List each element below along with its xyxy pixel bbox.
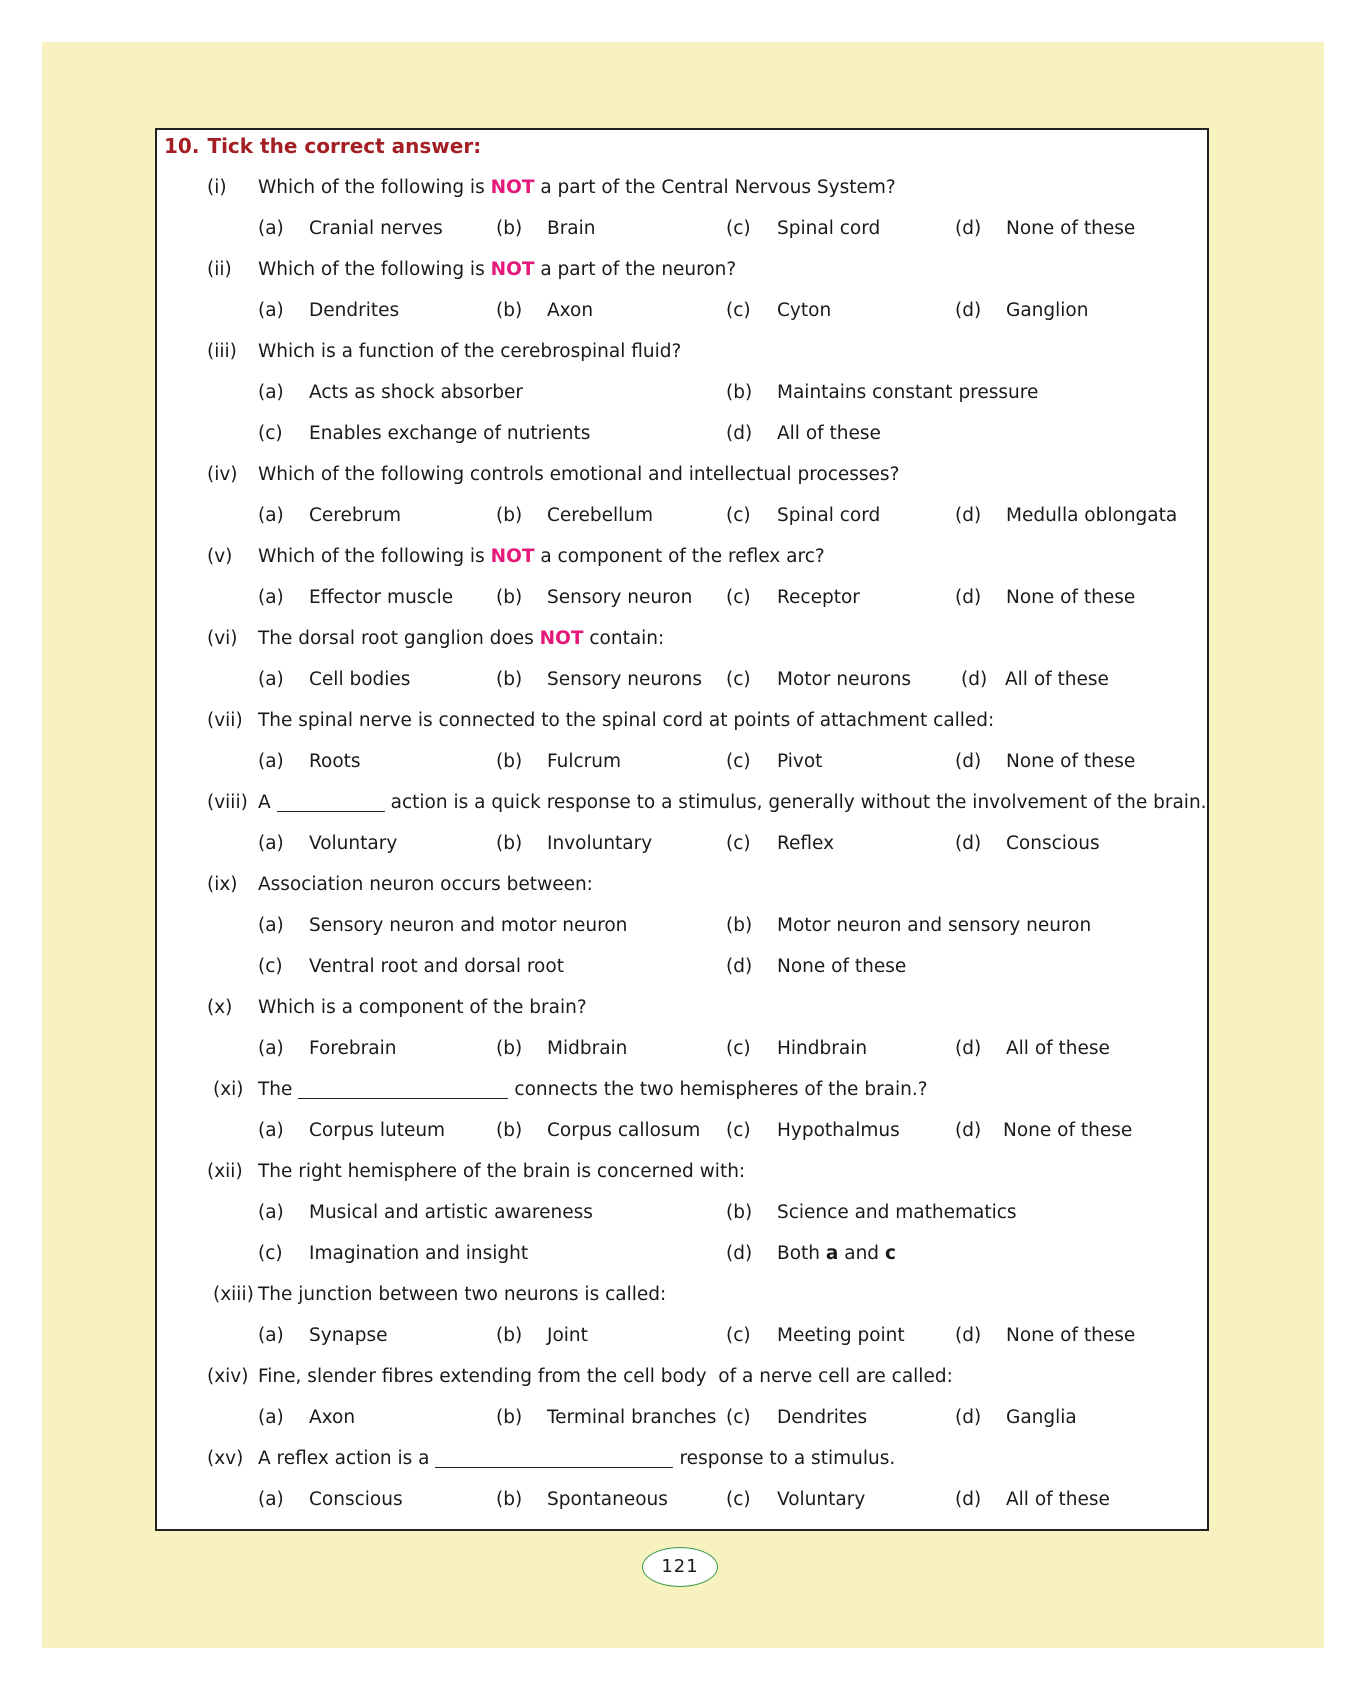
question-number: (i) <box>207 177 227 198</box>
options-row: (a) Voluntary (b) Involuntary (c) Reflex (d) Conscious <box>258 833 1100 854</box>
options-row: (a) Conscious (b) Spontaneous (c) Voluntary (d) All of these <box>258 1489 1110 1510</box>
question-vii <box>207 700 1207 741</box>
question-number: (xi) <box>213 1079 244 1100</box>
question-text: A reflex action is a response to a stimulus. <box>258 1438 895 1479</box>
options-row: (a) Roots (b) Fulcrum (c) Pivot (d) None of these <box>258 751 1136 772</box>
answer-blank <box>277 789 385 812</box>
question-xiii <box>213 1274 1213 1315</box>
answer-blank <box>435 1445 673 1468</box>
question-text: A action is a quick response to a stimulus, generally without the involvement of the brain. <box>258 782 1207 823</box>
question-number: (v) <box>207 546 233 567</box>
question-number: (x) <box>207 997 233 1018</box>
question-number: (viii) <box>207 792 248 813</box>
options-row: (a) Acts as shock absorber (b) Maintains constant pressure <box>258 382 1039 403</box>
question-i <box>207 167 1207 208</box>
heading-text: Tick the correct answer: <box>207 134 482 158</box>
question-number: (vi) <box>207 628 238 649</box>
question-ix <box>207 864 1207 905</box>
options-row: (c) Enables exchange of nutrients (d) All of these <box>258 423 881 444</box>
question-text: Fine, slender fibres extending from the cell body of a nerve cell are called: <box>258 1366 953 1387</box>
question-xiv <box>207 1356 1207 1397</box>
question-text: The connects the two hemispheres of the brain.? <box>258 1069 928 1110</box>
question-v <box>207 536 1207 577</box>
question-vi <box>207 618 1207 659</box>
options-row: (a) Forebrain (b) Midbrain (c) Hindbrain (d) All of these <box>258 1038 1110 1059</box>
question-xi <box>213 1069 1213 1110</box>
question-text: Association neuron occurs between: <box>258 874 593 895</box>
question-text: Which of the following is NOT a component of the reflex arc? <box>258 546 825 567</box>
options-row: (a) Effector muscle (b) Sensory neuron (c) Receptor (d) None of these <box>258 587 1136 608</box>
options-row: (a) Axon (b) Terminal branches (c) Dendrites (d) Ganglia <box>258 1407 1077 1428</box>
question-text: The junction between two neurons is called: <box>258 1284 667 1305</box>
options-row: (a) Musical and artistic awareness (b) Science and mathematics <box>258 1202 1017 1223</box>
question-number: (vii) <box>207 710 243 731</box>
question-number: (xii) <box>207 1161 243 1182</box>
question-text: The spinal nerve is connected to the spinal cord at points of attachment called: <box>258 710 995 731</box>
question-text: Which is a component of the brain? <box>258 997 587 1018</box>
question-number: (iii) <box>207 341 237 362</box>
options-row: (c) Ventral root and dorsal root (d) None of these <box>258 956 907 977</box>
question-iii <box>207 331 1207 372</box>
page-number: 121 <box>642 1547 718 1587</box>
question-xv <box>207 1438 1207 1479</box>
question-number: (iv) <box>207 464 238 485</box>
answer-blank <box>298 1076 508 1099</box>
options-row: (a) Cranial nerves (b) Brain (c) Spinal cord (d) None of these <box>258 218 1136 239</box>
question-text: Which is a function of the cerebrospinal fluid? <box>258 341 682 362</box>
question-text: Which of the following is NOT a part of the neuron? <box>258 259 737 280</box>
question-text: Which of the following controls emotional and intellectual processes? <box>258 464 900 485</box>
question-number: (ix) <box>207 874 238 895</box>
question-number: (xiv) <box>207 1366 249 1387</box>
question-number: (xv) <box>207 1448 244 1469</box>
options-row: (a) Synapse (b) Joint (c) Meeting point (d) None of these <box>258 1325 1136 1346</box>
question-ii <box>207 249 1207 290</box>
question-x <box>207 987 1207 1028</box>
question-text: The right hemisphere of the brain is concerned with: <box>258 1161 746 1182</box>
question-iv <box>207 454 1207 495</box>
options-row: (a) Sensory neuron and motor neuron (b) Motor neuron and sensory neuron <box>258 915 1092 936</box>
options-row: (c) Imagination and insight (d) Both a and c <box>258 1243 896 1264</box>
options-row: (a) Cell bodies (b) Sensory neurons (c) Motor neurons (d) All of these <box>258 669 1109 690</box>
question-number: (ii) <box>207 259 232 280</box>
question-number: (xiii) <box>213 1284 254 1305</box>
question-viii <box>207 782 1207 823</box>
question-text: Which of the following is NOT a part of the Central Nervous System? <box>258 177 896 198</box>
exercise-heading <box>164 132 481 160</box>
question-xii <box>207 1151 1207 1192</box>
options-row: (a) Dendrites (b) Axon (c) Cyton (d) Ganglion <box>258 300 1089 321</box>
heading-number: 10. <box>164 134 200 158</box>
options-row: (a) Corpus luteum (b) Corpus callosum (c) Hypothalmus (d) None of these <box>258 1120 1133 1141</box>
options-row: (a) Cerebrum (b) Cerebellum (c) Spinal cord (d) Medulla oblongata <box>258 505 1178 526</box>
question-text: The dorsal root ganglion does NOT contain: <box>258 628 665 649</box>
